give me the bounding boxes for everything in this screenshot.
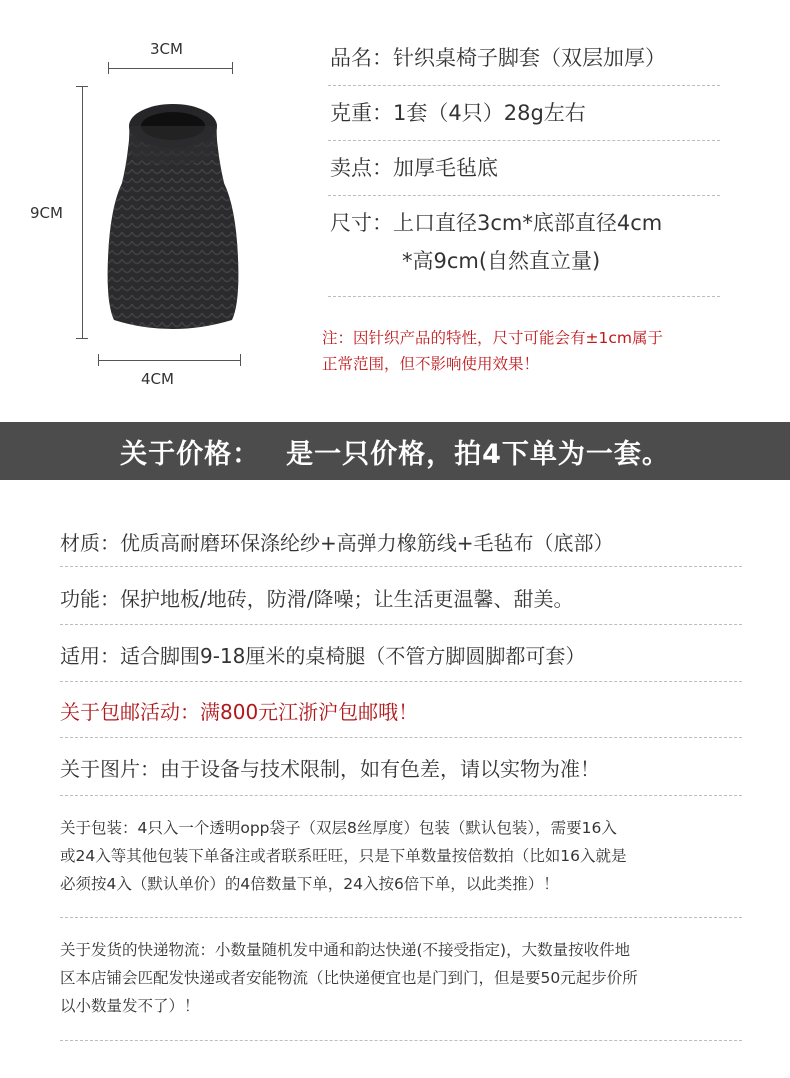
dimension-left-label: 9CM — [30, 204, 63, 222]
spec-feature — [330, 150, 498, 186]
free-shipping-row: 关于包邮活动：满800元江浙沪包邮哦！ — [60, 700, 419, 724]
spec-size — [330, 205, 662, 241]
spec-weight-label: 克重： — [330, 101, 393, 125]
dimension-bottom-tick-right — [240, 354, 241, 366]
divider — [60, 795, 742, 796]
spec-size-value-line2: *高9cm(自然直立量) — [402, 249, 601, 273]
divider — [328, 296, 720, 297]
size-note-line1: 注：因针织产品的特性，尺寸可能会有±1cm属于 — [322, 329, 663, 347]
chair-sock-image — [92, 88, 252, 338]
packaging-line: 或24入等其他包装下单备注或者联系旺旺，只是下单数量按倍数拍（比如16入就是 — [60, 847, 627, 865]
spec-name — [330, 40, 666, 76]
spec-weight-value: 1套（4只）28g左右 — [393, 101, 586, 125]
shipping-line: 以小数量发不了）！ — [60, 997, 200, 1015]
divider — [60, 917, 742, 918]
divider — [60, 681, 742, 682]
material-row: 材质：优质高耐磨环保涤纶纱+高弹力橡筋线+毛毡布（底部） — [60, 531, 614, 555]
dimension-left-tick-top — [76, 86, 88, 87]
spec-name-value: 针织桌椅子脚套（双层加厚） — [393, 46, 666, 70]
shipping-note — [60, 936, 750, 1020]
price-banner-title: 关于价格： — [120, 438, 261, 470]
price-banner — [0, 422, 790, 480]
divider — [60, 566, 742, 567]
spec-size-value: 上口直径3cm*底部直径4cm — [393, 211, 663, 235]
image-disclaimer-row: 关于图片：由于设备与技术限制，如有色差，请以实物为准！ — [60, 757, 600, 781]
usage-row: 适用：适合脚围9-18厘米的桌椅腿（不管方脚圆脚都可套） — [60, 644, 586, 668]
packaging-line: 关于包装：4只入一个透明opp袋子（双层8丝厚度）包装（默认包装），需要16入 — [60, 819, 617, 837]
dimension-bottom-line — [98, 360, 240, 361]
shipping-line: 关于发货的快递物流：小数量随机发中通和韵达快递(不接受指定)，大数量按收件地 — [60, 941, 631, 959]
divider — [60, 737, 742, 738]
dimension-bottom-label: 4CM — [141, 370, 174, 388]
packaging-note — [60, 814, 750, 898]
divider — [60, 624, 742, 625]
spec-feature-value: 加厚毛毡底 — [393, 156, 498, 180]
spec-weight — [330, 95, 586, 131]
dimension-top-line — [108, 68, 232, 69]
dimension-top-tick-right — [232, 62, 233, 74]
divider — [328, 85, 720, 86]
dimension-left-tick-bottom — [76, 338, 88, 339]
divider — [328, 140, 720, 141]
size-note-line2: 正常范围，但不影响使用效果！ — [322, 355, 540, 373]
function-row: 功能：保护地板/地砖，防滑/降噪；让生活更温馨、甜美。 — [60, 587, 574, 611]
dimension-top-label: 3CM — [150, 40, 183, 58]
spec-feature-label: 卖点： — [330, 156, 393, 180]
packaging-line: 必须按4入（默认单价）的4倍数量下单，24入按6倍下单，以此类推）！ — [60, 875, 559, 893]
dimension-bottom-tick-left — [98, 354, 99, 366]
spec-size-label: 尺寸： — [330, 211, 393, 235]
size-note — [322, 325, 762, 377]
dimension-top-tick-left — [108, 62, 109, 74]
dimension-left-line — [82, 86, 83, 338]
price-banner-text: 是一只价格，拍4下单为一套。 — [286, 438, 670, 470]
shipping-line: 区本店铺会匹配发快递或者安能物流（比快递便宜也是门到门，但是要50元起步价所 — [60, 969, 638, 987]
spec-name-label: 品名： — [330, 46, 393, 70]
divider — [328, 195, 720, 196]
divider — [60, 1040, 742, 1041]
